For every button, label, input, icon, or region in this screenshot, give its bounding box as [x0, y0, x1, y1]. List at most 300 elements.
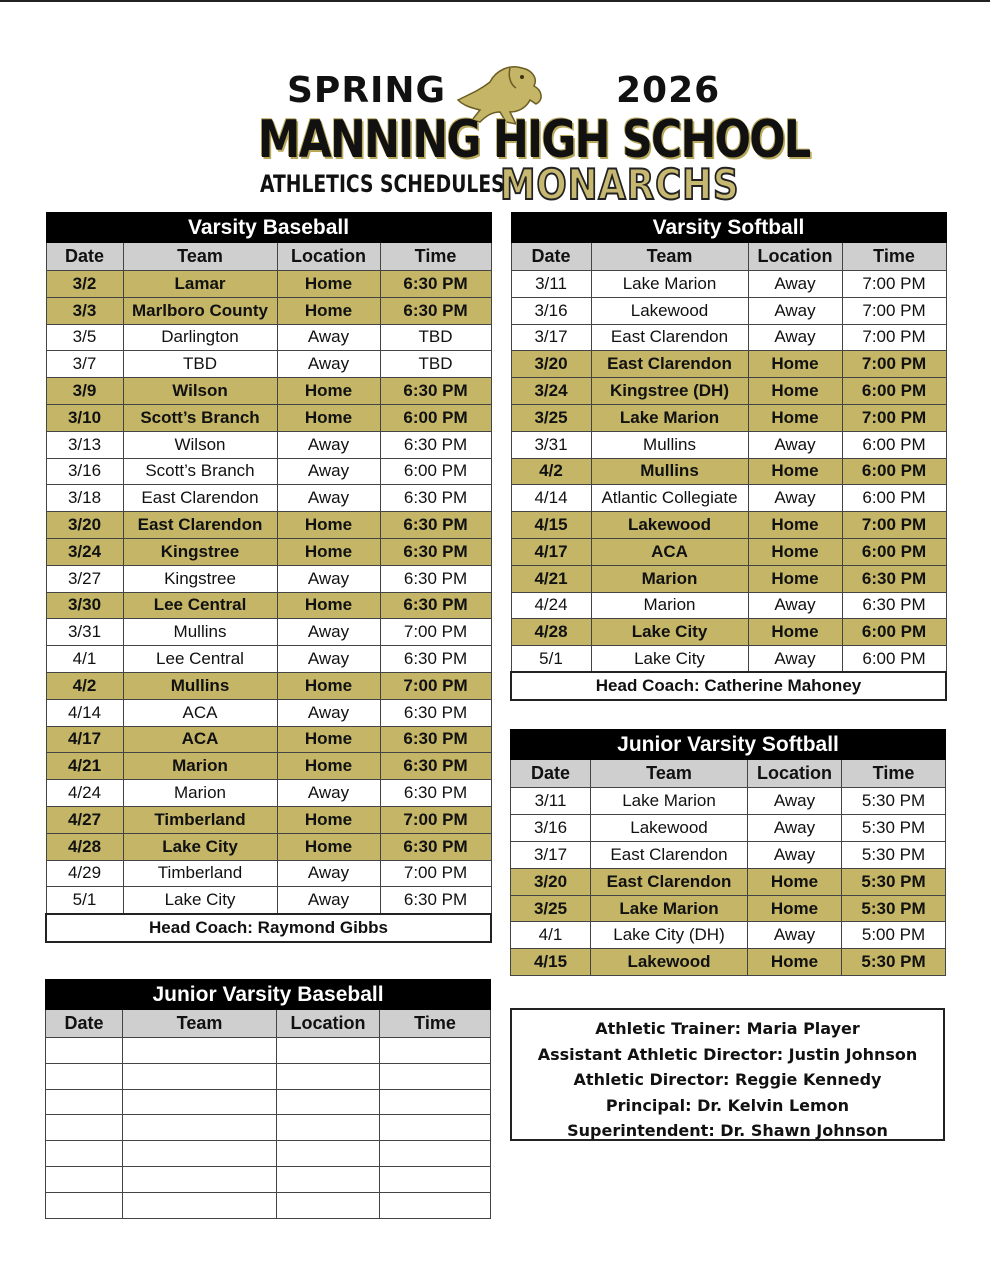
table-title: Junior Varsity Baseball: [46, 980, 491, 1010]
top-border: [0, 0, 990, 2]
cell-date: 4/21: [46, 753, 123, 780]
cell-date: 3/31: [511, 431, 591, 458]
cell-date: 3/24: [46, 538, 123, 565]
cell-time: 6:00 PM: [842, 646, 946, 673]
cell-time: 6:00 PM: [842, 485, 946, 512]
cell-location: Home: [277, 297, 380, 324]
cell-date: 4/1: [511, 922, 591, 949]
table-row: [46, 324, 491, 351]
cell-time: [380, 1089, 491, 1115]
staff-athletic-director: Athletic Director: Reggie Kennedy: [573, 1070, 882, 1089]
column-header-team: Team: [591, 760, 748, 788]
year-label: 2026: [616, 70, 721, 111]
cell-date: 3/11: [511, 271, 591, 298]
cell-time: 6:00 PM: [842, 619, 946, 646]
cell-time: TBD: [380, 351, 491, 378]
cell-location: [277, 1063, 380, 1089]
cell-team: Kingstree (DH): [591, 378, 748, 405]
table-row: [46, 672, 491, 699]
cell-location: Away: [277, 351, 380, 378]
cell-team: Atlantic Collegiate: [591, 485, 748, 512]
varsity-baseball-table: [45, 212, 492, 943]
table-row: [46, 1038, 491, 1064]
cell-time: [380, 1115, 491, 1141]
cell-time: 6:30 PM: [380, 431, 491, 458]
column-header-location: Location: [748, 760, 842, 788]
table-row: [511, 538, 946, 565]
table-row: [511, 619, 946, 646]
cell-location: Away: [277, 699, 380, 726]
cell-team: Wilson: [123, 378, 277, 405]
cell-team: East Clarendon: [591, 324, 748, 351]
cell-location: Away: [277, 431, 380, 458]
cell-location: Home: [748, 949, 842, 976]
cell-time: 7:00 PM: [842, 324, 946, 351]
cell-date: 3/30: [46, 592, 123, 619]
cell-location: Away: [277, 565, 380, 592]
cell-date: 3/5: [46, 324, 123, 351]
cell-team: Marion: [591, 592, 748, 619]
column-header-team: Team: [591, 243, 748, 271]
head-coach: Head Coach: Catherine Mahoney: [511, 672, 946, 700]
cell-time: 7:00 PM: [380, 619, 491, 646]
table-row: [46, 646, 491, 673]
table-row: [46, 1141, 491, 1167]
column-header-time: Time: [842, 760, 946, 788]
cell-location: Home: [748, 895, 842, 922]
column-header-time: Time: [842, 243, 946, 271]
cell-team: Marion: [591, 565, 748, 592]
jv-softball-table: [510, 729, 946, 976]
table-row: [46, 404, 491, 431]
table-row: [46, 1166, 491, 1192]
cell-team: Kingstree: [123, 538, 277, 565]
column-header-team: Team: [123, 1010, 277, 1038]
cell-time: 6:30 PM: [380, 887, 491, 914]
cell-location: Home: [277, 672, 380, 699]
table-row: [46, 806, 491, 833]
cell-time: 6:00 PM: [842, 378, 946, 405]
cell-team: Kingstree: [123, 565, 277, 592]
cell-location: Away: [748, 841, 842, 868]
cell-location: Home: [277, 512, 380, 539]
table-row: [511, 814, 946, 841]
cell-date: 4/17: [46, 726, 123, 753]
table-title: Varsity Baseball: [46, 213, 491, 243]
mascot-name: MONARCHS: [500, 160, 740, 209]
cell-location: [277, 1038, 380, 1064]
cell-team: Lake City (DH): [591, 922, 748, 949]
table-row: [46, 1192, 491, 1218]
cell-date: [46, 1166, 123, 1192]
cell-location: [277, 1115, 380, 1141]
cell-team: Lee Central: [123, 646, 277, 673]
cell-date: 4/21: [511, 565, 591, 592]
cell-team: Marion: [123, 753, 277, 780]
cell-time: 7:00 PM: [842, 297, 946, 324]
cell-team: [123, 1192, 277, 1218]
cell-time: 6:30 PM: [842, 592, 946, 619]
cell-team: ACA: [591, 538, 748, 565]
cell-team: East Clarendon: [123, 512, 277, 539]
table-row: [46, 1063, 491, 1089]
cell-location: [277, 1141, 380, 1167]
cell-time: 5:30 PM: [842, 868, 946, 895]
cell-location: Home: [277, 592, 380, 619]
cell-team: Mullins: [591, 458, 748, 485]
cell-location: [277, 1166, 380, 1192]
table-row: [46, 699, 491, 726]
table-row: [46, 1115, 491, 1141]
cell-time: 6:30 PM: [380, 271, 491, 298]
cell-date: [46, 1063, 123, 1089]
cell-date: 3/11: [511, 788, 591, 815]
cell-time: 7:00 PM: [842, 351, 946, 378]
cell-date: 3/7: [46, 351, 123, 378]
cell-location: Home: [748, 538, 842, 565]
cell-location: [277, 1192, 380, 1218]
table-row: [511, 592, 946, 619]
cell-team: Marion: [123, 780, 277, 807]
cell-location: Away: [748, 324, 842, 351]
cell-date: 3/25: [511, 404, 591, 431]
cell-date: 3/13: [46, 431, 123, 458]
cell-date: 4/28: [46, 833, 123, 860]
cell-location: Away: [277, 458, 380, 485]
cell-date: 4/15: [511, 949, 591, 976]
table-row: [46, 1089, 491, 1115]
table-row: [46, 619, 491, 646]
table-row: [511, 949, 946, 976]
cell-time: 6:30 PM: [380, 780, 491, 807]
table-row: [511, 485, 946, 512]
table-row: [511, 458, 946, 485]
cell-time: 6:30 PM: [380, 512, 491, 539]
cell-team: [123, 1063, 277, 1089]
table-row: [511, 895, 946, 922]
cell-date: [46, 1089, 123, 1115]
column-header-time: Time: [380, 1010, 491, 1038]
table-row: [511, 324, 946, 351]
table-row: [511, 565, 946, 592]
cell-time: 6:00 PM: [380, 458, 491, 485]
cell-date: 3/20: [511, 351, 591, 378]
cell-time: 6:30 PM: [842, 565, 946, 592]
cell-time: 7:00 PM: [842, 271, 946, 298]
cell-date: 3/20: [511, 868, 591, 895]
cell-team: Timberland: [123, 806, 277, 833]
table-row: [46, 833, 491, 860]
cell-time: 5:30 PM: [842, 788, 946, 815]
cell-location: Away: [277, 324, 380, 351]
cell-team: ACA: [123, 699, 277, 726]
cell-time: 6:30 PM: [380, 699, 491, 726]
cell-team: Mullins: [591, 431, 748, 458]
table-row: [511, 431, 946, 458]
cell-location: Home: [748, 565, 842, 592]
page-subtitle: ATHLETICS SCHEDULES: [260, 170, 505, 198]
table-row: [46, 538, 491, 565]
cell-location: Away: [748, 922, 842, 949]
cell-time: [380, 1166, 491, 1192]
cell-team: ACA: [123, 726, 277, 753]
cell-location: Home: [748, 351, 842, 378]
cell-team: Marlboro County: [123, 297, 277, 324]
cell-time: 5:30 PM: [842, 814, 946, 841]
cell-date: 4/2: [511, 458, 591, 485]
cell-date: 3/18: [46, 485, 123, 512]
cell-location: Away: [277, 780, 380, 807]
table-row: [46, 378, 491, 405]
cell-time: 7:00 PM: [380, 672, 491, 699]
column-header-date: Date: [511, 760, 591, 788]
table-row: [511, 512, 946, 539]
cell-location: Home: [277, 378, 380, 405]
cell-location: Home: [277, 806, 380, 833]
cell-location: Home: [277, 753, 380, 780]
table-title: Junior Varsity Softball: [511, 730, 946, 760]
cell-time: 5:00 PM: [842, 922, 946, 949]
table-row: [46, 512, 491, 539]
cell-location: Home: [748, 458, 842, 485]
cell-date: [46, 1141, 123, 1167]
coach-row: [46, 914, 491, 942]
cell-date: 5/1: [511, 646, 591, 673]
cell-location: Home: [277, 538, 380, 565]
cell-date: 3/17: [511, 324, 591, 351]
table-row: [511, 404, 946, 431]
cell-location: Away: [748, 646, 842, 673]
cell-team: Mullins: [123, 672, 277, 699]
cell-team: Lake City: [591, 619, 748, 646]
cell-time: 6:00 PM: [842, 538, 946, 565]
cell-team: Lakewood: [591, 949, 748, 976]
cell-team: Mullins: [123, 619, 277, 646]
cell-date: 4/1: [46, 646, 123, 673]
cell-date: 4/14: [511, 485, 591, 512]
column-header-location: Location: [277, 243, 380, 271]
cell-date: 4/24: [46, 780, 123, 807]
table-row: [46, 297, 491, 324]
cell-location: Away: [748, 485, 842, 512]
cell-team: Scott’s Branch: [123, 404, 277, 431]
cell-location: Away: [748, 271, 842, 298]
cell-time: 6:30 PM: [380, 485, 491, 512]
cell-team: Lake Marion: [591, 271, 748, 298]
cell-time: 7:00 PM: [380, 806, 491, 833]
cell-team: Lamar: [123, 271, 277, 298]
cell-location: Away: [277, 485, 380, 512]
column-header-date: Date: [511, 243, 591, 271]
column-header-date: Date: [46, 243, 123, 271]
table-title: Varsity Softball: [511, 213, 946, 243]
column-header-date: Date: [46, 1010, 123, 1038]
cell-time: 7:00 PM: [380, 860, 491, 887]
cell-location: Away: [748, 297, 842, 324]
cell-date: 3/16: [511, 814, 591, 841]
cell-team: Lake Marion: [591, 404, 748, 431]
cell-time: 6:30 PM: [380, 646, 491, 673]
table-row: [511, 868, 946, 895]
cell-location: Home: [748, 619, 842, 646]
cell-date: 4/29: [46, 860, 123, 887]
cell-team: Lake Marion: [591, 895, 748, 922]
table-row: [511, 788, 946, 815]
table-row: [511, 841, 946, 868]
coach-row: [511, 672, 946, 700]
cell-time: 6:30 PM: [380, 297, 491, 324]
cell-team: East Clarendon: [591, 868, 748, 895]
cell-team: Scott’s Branch: [123, 458, 277, 485]
cell-time: 6:30 PM: [380, 726, 491, 753]
cell-date: [46, 1038, 123, 1064]
cell-location: Away: [277, 860, 380, 887]
table-row: [511, 351, 946, 378]
column-header-location: Location: [277, 1010, 380, 1038]
cell-time: 7:00 PM: [842, 404, 946, 431]
cell-location: Home: [277, 726, 380, 753]
cell-time: [380, 1063, 491, 1089]
table-row: [46, 431, 491, 458]
column-header-team: Team: [123, 243, 277, 271]
cell-time: 5:30 PM: [842, 949, 946, 976]
cell-date: [46, 1192, 123, 1218]
cell-date: [46, 1115, 123, 1141]
cell-team: [123, 1038, 277, 1064]
page-header: [250, 60, 810, 210]
table-row: [46, 485, 491, 512]
cell-date: 3/2: [46, 271, 123, 298]
cell-date: 3/10: [46, 404, 123, 431]
cell-time: [380, 1192, 491, 1218]
cell-date: 3/27: [46, 565, 123, 592]
staff-athletic-trainer: Athletic Trainer: Maria Player: [595, 1019, 860, 1038]
cell-date: 3/17: [511, 841, 591, 868]
table-row: [46, 887, 491, 914]
cell-date: 3/25: [511, 895, 591, 922]
cell-date: 3/16: [511, 297, 591, 324]
cell-time: 6:00 PM: [842, 431, 946, 458]
cell-team: Lake City: [591, 646, 748, 673]
cell-team: Wilson: [123, 431, 277, 458]
season-label: SPRING: [287, 70, 447, 111]
cell-date: 3/31: [46, 619, 123, 646]
cell-team: [123, 1141, 277, 1167]
cell-team: Lee Central: [123, 592, 277, 619]
cell-time: 6:30 PM: [380, 378, 491, 405]
cell-time: 6:30 PM: [380, 833, 491, 860]
table-row: [46, 860, 491, 887]
table-row: [46, 726, 491, 753]
cell-date: 4/24: [511, 592, 591, 619]
cell-date: 3/3: [46, 297, 123, 324]
cell-team: East Clarendon: [591, 351, 748, 378]
cell-time: 6:30 PM: [380, 565, 491, 592]
cell-team: TBD: [123, 351, 277, 378]
cell-location: Home: [748, 378, 842, 405]
cell-location: Home: [748, 404, 842, 431]
table-row: [46, 271, 491, 298]
cell-team: Timberland: [123, 860, 277, 887]
table-row: [46, 592, 491, 619]
cell-location: Home: [277, 833, 380, 860]
table-row: [46, 565, 491, 592]
cell-date: 3/9: [46, 378, 123, 405]
cell-team: [123, 1115, 277, 1141]
cell-time: 6:30 PM: [380, 753, 491, 780]
cell-time: 6:00 PM: [380, 404, 491, 431]
cell-date: 3/16: [46, 458, 123, 485]
table-row: [46, 753, 491, 780]
cell-time: 6:00 PM: [842, 458, 946, 485]
cell-date: 5/1: [46, 887, 123, 914]
cell-team: Lakewood: [591, 297, 748, 324]
cell-team: Lakewood: [591, 512, 748, 539]
staff-directory: [510, 1008, 945, 1141]
cell-date: 4/28: [511, 619, 591, 646]
cell-date: 4/17: [511, 538, 591, 565]
cell-team: Lake City: [123, 887, 277, 914]
cell-date: 3/20: [46, 512, 123, 539]
cell-team: Lake Marion: [591, 788, 748, 815]
cell-location: Away: [748, 431, 842, 458]
cell-location: Away: [277, 619, 380, 646]
cell-location: Away: [748, 788, 842, 815]
cell-team: Darlington: [123, 324, 277, 351]
cell-date: 4/15: [511, 512, 591, 539]
cell-time: [380, 1038, 491, 1064]
table-row: [46, 780, 491, 807]
table-row: [511, 271, 946, 298]
cell-time: 5:30 PM: [842, 895, 946, 922]
varsity-softball-table: [510, 212, 947, 701]
cell-time: TBD: [380, 324, 491, 351]
cell-date: 3/24: [511, 378, 591, 405]
cell-date: 4/14: [46, 699, 123, 726]
cell-team: [123, 1166, 277, 1192]
table-row: [46, 351, 491, 378]
cell-location: Away: [277, 646, 380, 673]
cell-team: Lakewood: [591, 814, 748, 841]
column-header-location: Location: [748, 243, 842, 271]
table-row: [511, 378, 946, 405]
cell-team: East Clarendon: [123, 485, 277, 512]
cell-location: Home: [748, 868, 842, 895]
cell-location: Away: [748, 592, 842, 619]
cell-location: [277, 1089, 380, 1115]
jv-baseball-table: [45, 979, 491, 1219]
table-row: [511, 646, 946, 673]
cell-time: [380, 1141, 491, 1167]
cell-location: Home: [748, 512, 842, 539]
cell-date: 4/27: [46, 806, 123, 833]
cell-time: 7:00 PM: [842, 512, 946, 539]
cell-team: Lake City: [123, 833, 277, 860]
table-row: [511, 922, 946, 949]
cell-time: 6:30 PM: [380, 592, 491, 619]
cell-location: Home: [277, 271, 380, 298]
staff-assistant-athletic-director: Assistant Athletic Director: Justin Johnson: [537, 1044, 918, 1064]
cell-location: Away: [277, 887, 380, 914]
staff-superintendent: Superintendent: Dr. Shawn Johnson: [567, 1121, 888, 1140]
cell-time: 6:30 PM: [380, 538, 491, 565]
table-row: [46, 458, 491, 485]
cell-team: [123, 1089, 277, 1115]
cell-time: 5:30 PM: [842, 841, 946, 868]
cell-team: East Clarendon: [591, 841, 748, 868]
cell-location: Home: [277, 404, 380, 431]
table-row: [511, 297, 946, 324]
